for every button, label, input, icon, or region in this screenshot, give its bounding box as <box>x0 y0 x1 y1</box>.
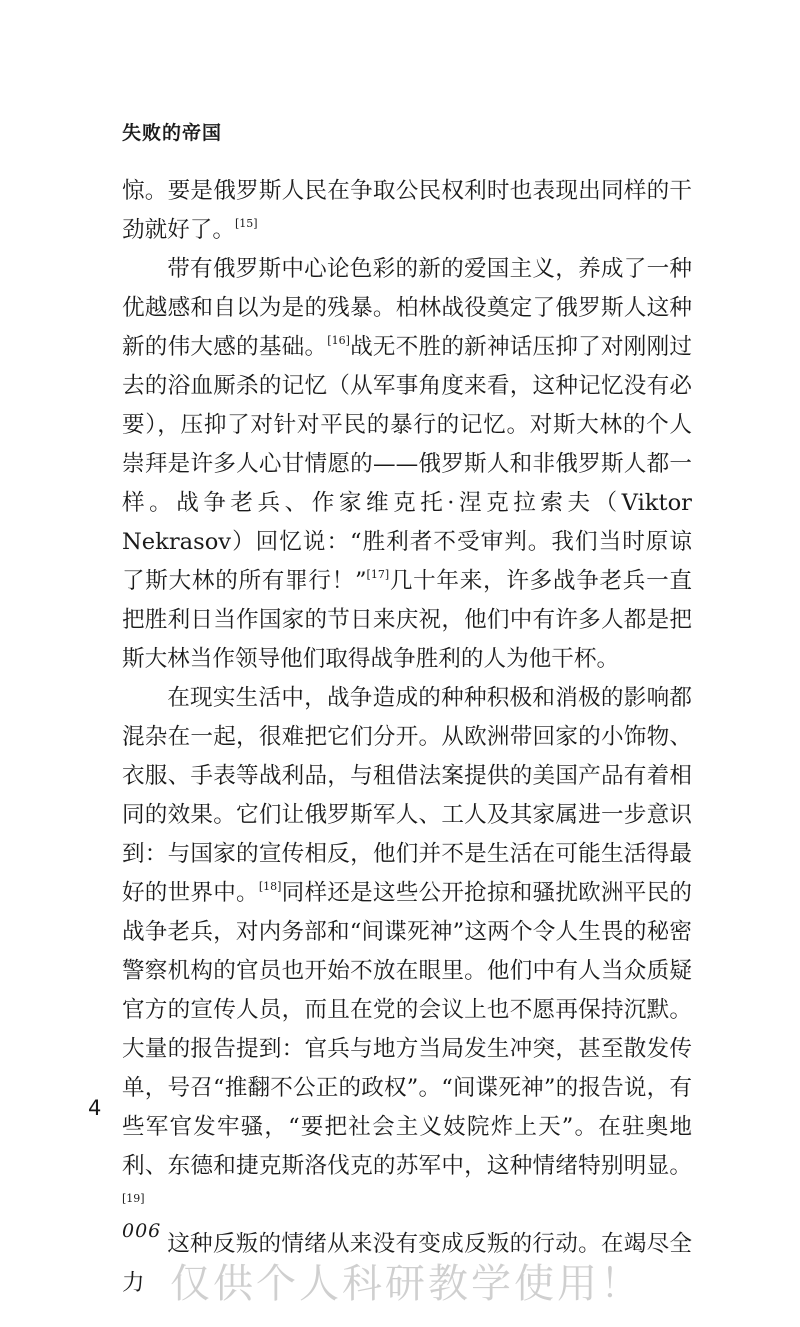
body-text <box>122 172 692 1303</box>
footnote-ref-19[interactable]: [19] <box>122 1192 145 1205</box>
margin-mark: 4 <box>88 1096 102 1120</box>
paragraph-2 <box>122 250 692 679</box>
paragraph-1 <box>122 172 692 250</box>
paragraph-3 <box>122 679 692 1225</box>
running-head: 失败的帝国 <box>122 122 223 144</box>
footnote-ref-16[interactable]: [16] <box>327 334 350 347</box>
page-number: 006 <box>122 1220 162 1242</box>
paragraph-2-text-1: 带有俄罗斯中心论色彩的新的爱国主义，养成了一种优越感和自以为是的残暴。柏林战役奠定了俄罗斯人这种新的伟大感的基础。 <box>122 256 692 360</box>
paragraph-3-text-1: 在现实生活中，战争造成的种种积极和消极的影响都混杂在一起，很难把它们分开。从欧洲带回家的小饰物、衣服、手表等战利品，与租借法案提供的美国产品有着相同的效果。它们让俄罗斯军人、工人及其家属进一步意识到：与国家的宣传相反，他们并不是生活在可能生活得最好的世界中。 <box>122 685 692 906</box>
watermark: 仅供个人科研教学使用！ <box>170 1261 643 1307</box>
footnote-ref-18[interactable]: [18] <box>258 880 282 893</box>
footnote-ref-17[interactable]: [17] <box>366 568 390 581</box>
paragraph-3-text-2: 同样还是这些公开抢掠和骚扰欧洲平民的战争老兵，对内务部和“间谍死神”这两个令人生畏的秘密警察机构的官员也开始不放在眼里。他们中有人当众质疑官方的宣传人员，而且在党的会议上也不愿再保持沉默。大量的报告提到：官兵与地方当局发生冲突，甚至散发传单，号召“推翻不公正的政权”。“间谍死神”的报告说，有些军官发牢骚，“要把社会主义妓院炸上天”。在驻奥地利、东德和捷克斯洛伐克的苏军中，这种情绪特别明显。 <box>122 880 693 1179</box>
footnote-ref-15[interactable]: [15] <box>234 217 258 230</box>
paragraph-2-text-3: 几十年来，许多战争老兵一直把胜利日当作国家的节日来庆祝，他们中有许多人都是把斯大林当作领导他们取得战争胜利的人为他干杯。 <box>122 568 692 672</box>
paragraph-4-text-1: 这种反叛的情绪从来没有变成反叛的行动。在竭尽全力 <box>122 1231 692 1296</box>
paragraph-2-text-2: 战无不胜的新神话压抑了对刚刚过去的浴血厮杀的记忆（从军事角度来看，这种记忆没有必要），压抑了对针对平民的暴行的记忆。对斯大林的个人崇拜是许多人心甘情愿的——俄罗斯人和非俄罗斯人都一样。战争老兵、作家维克托·涅克拉索夫（Viktor Nekrasov）回忆说：“胜利者不受审判。我们当时原谅了斯大林的所有罪行！” <box>122 334 693 594</box>
paragraph-1-text-1: 惊。要是俄罗斯人民在争取公民权利时也表现出同样的干劲就好了。 <box>122 178 692 243</box>
